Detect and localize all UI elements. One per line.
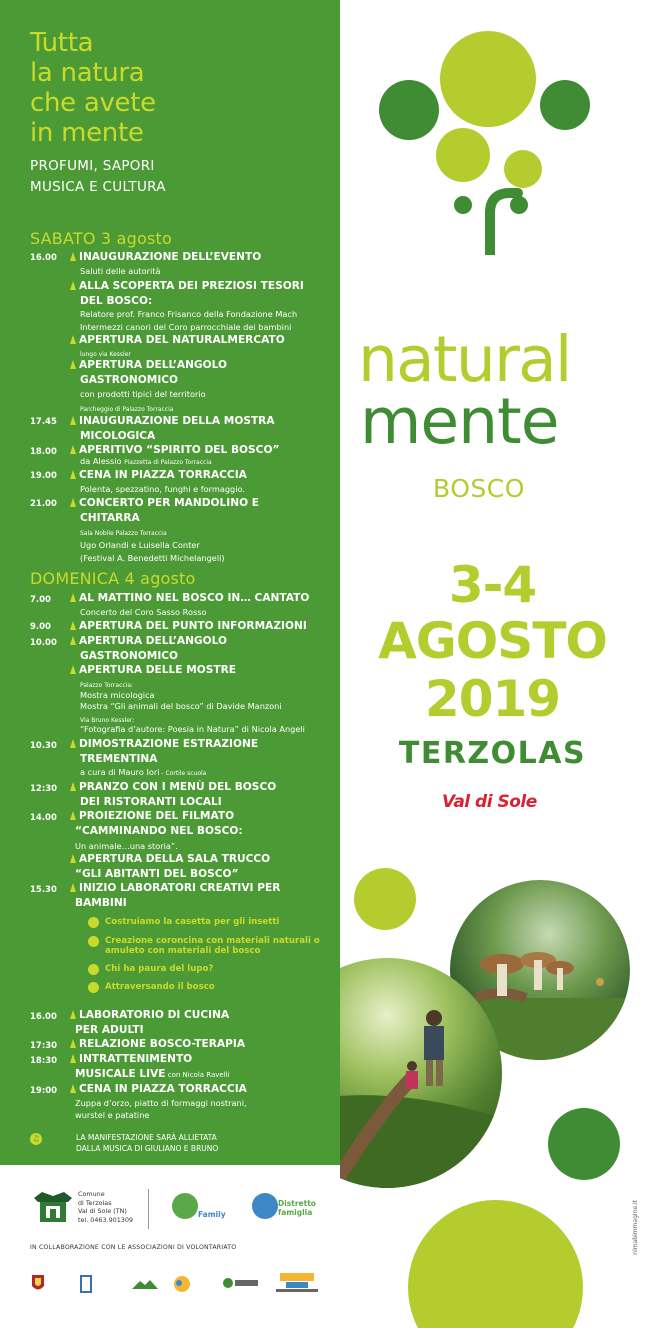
event-title: INAUGURAZIONE DELLA MOSTRA: [70, 414, 332, 429]
brand-bosco: BOSCO: [433, 474, 525, 503]
brand-panel: [340, 0, 645, 1328]
time: 15.30: [30, 885, 57, 895]
event-title-cont: PER ADULTI: [75, 1024, 144, 1036]
event-title-cont: MUSICALE LIVE con Nicola Ravelli: [75, 1068, 230, 1080]
event-title: APERTURA DEL NATURALMERCATO: [70, 333, 332, 348]
time: 9.00: [30, 622, 51, 632]
event-detail: Concerto del Coro Sasso Rosso: [80, 607, 207, 617]
tree-icon: [70, 1039, 76, 1048]
tree-icon: [70, 445, 76, 454]
apt-logo-icon: [172, 1275, 192, 1293]
event-title: INTRATTENIMENTO: [70, 1052, 332, 1067]
event-detail: con prodotti tipici del territorio: [80, 389, 206, 399]
event-dates: 3-4: [448, 556, 537, 614]
tree-icon: [70, 1084, 76, 1093]
event-title-cont: DEL BOSCO:: [80, 295, 153, 307]
event-title: APERTURA DELLE MOSTRE: [70, 663, 332, 678]
time: 21.00: [30, 499, 57, 509]
val-di-sole-logo: Val di Sole: [442, 792, 537, 812]
event-title-cont: GASTRONOMICO: [80, 650, 179, 662]
event-detail: da Alessio Piazzetta di Palazzo Torraccia: [80, 456, 212, 466]
tree-icon: [70, 883, 76, 892]
tree-icon: [70, 252, 76, 261]
event-title-cont: BAMBINI: [75, 897, 127, 909]
event-title: AL MATTINO NEL BOSCO IN… CANTATO: [70, 591, 332, 606]
time: 19:00: [30, 1086, 58, 1096]
event-detail: Un animale…una storia”.: [75, 841, 178, 851]
music-note-text: LA MANIFESTAZIONE SARÀ ALLIETATA DALLA MUSICA DI GIULIANO E BRUNO: [76, 1133, 219, 1153]
time: 19.00: [30, 471, 57, 481]
tree-icon: [70, 281, 76, 290]
tree-icon: [70, 416, 76, 425]
event-title: INAUGURAZIONE DELL’EVENTO: [70, 250, 332, 265]
tree-icon: [70, 665, 76, 674]
event-title-cont: “GLI ABITANTI DEL BOSCO”: [75, 868, 239, 880]
time: 17.45: [30, 417, 57, 427]
tree-icon: [70, 621, 76, 630]
cassa-rurale-logo-icon: [222, 1277, 258, 1289]
distretto-logo-text: Distretto famiglia: [278, 1199, 316, 1217]
credit-text: nlmabimmagine.it: [632, 1200, 639, 1255]
event-detail: Parcheggio di Palazzo Torraccia: [80, 406, 174, 413]
footer-divider: [148, 1189, 149, 1229]
time: 7.00: [30, 595, 51, 605]
event-detail: “Fotografia d’autore: Poesia in Natura” di Nicola Angeli: [80, 724, 305, 734]
event-detail: Ugo Orlandi e Luisella Conter: [80, 540, 200, 550]
leaf-icon: [88, 936, 99, 947]
logo-circle: [379, 80, 439, 140]
provincia-crest-icon: [32, 1275, 44, 1293]
decor-circle: [354, 868, 416, 930]
event-detail: Mostra “Gli animali del bosco” di Davide Manzoni: [80, 701, 282, 711]
event-title: CONCERTO PER MANDOLINO E: [70, 496, 332, 511]
leaf-icon: [88, 964, 99, 975]
event-detail: Mostra micologica: [80, 690, 155, 700]
comune-crest-icon: [32, 1190, 74, 1226]
event-location: TERZOLAS: [398, 736, 587, 771]
footer-logos: [0, 1165, 340, 1328]
event-title: CENA IN PIAZZA TORRACCIA: [70, 1082, 332, 1097]
time: 12:30: [30, 784, 58, 794]
event-detail: Zuppa d’orzo, piatto di formaggi nostrani,: [75, 1098, 247, 1108]
event-detail: Saluti delle autorità: [80, 266, 161, 276]
brand-natural: natural: [358, 323, 571, 396]
event-detail: Intermezzi canori del Coro parrocchiale dei bambini: [80, 322, 292, 332]
event-title: RELAZIONE BOSCO-TERAPIA: [70, 1037, 332, 1052]
program-panel: [0, 0, 340, 1165]
workshop-item: Attraversando il bosco: [88, 982, 328, 992]
music-note-icon: ♫: [30, 1133, 42, 1145]
event-title-cont: “CAMMINANDO NEL BOSCO:: [75, 825, 243, 837]
logo-circle: [540, 80, 590, 130]
time: 16.00: [30, 1012, 57, 1022]
event-title: DIMOSTRAZIONE ESTRAZIONE: [70, 737, 332, 752]
tree-icon: [70, 782, 76, 791]
time: 18.00: [30, 447, 57, 457]
tree-icon: [70, 498, 76, 507]
headline: Tutta la natura che avete in mente: [30, 28, 156, 148]
event-title-cont: CHITARRA: [80, 512, 140, 524]
logo-circle: [436, 128, 490, 182]
decor-circle: [548, 1108, 620, 1180]
time: 14.00: [30, 813, 57, 823]
decor-circle: [408, 1200, 583, 1328]
tree-icon: [70, 360, 76, 369]
event-detail: Via Bruno Kessler:: [80, 717, 135, 724]
event-title-cont: DEI RISTORANTI LOCALI: [80, 796, 222, 808]
event-month: AGOSTO: [378, 612, 607, 670]
event-title: PRANZO CON I MENÙ DEL BOSCO: [70, 780, 332, 795]
workshop-item: Chi ha paura del lupo?: [88, 964, 328, 974]
collaboration-note: IN COLLABORAZIONE CON LE ASSOCIAZIONI DI VOLONTARIATO: [30, 1244, 237, 1251]
event-detail: Sala Nobile Palazzo Torraccia: [80, 530, 167, 537]
event-title-cont: GASTRONOMICO: [80, 374, 179, 386]
distretto-logo-icon: [252, 1193, 278, 1219]
time: 10.00: [30, 638, 57, 648]
comune-text: Comune di Terzolas Val di Sole (TN) tel. 0463.901309: [78, 1190, 133, 1224]
event-detail: a cura di Mauro Iori - Cortile scuola: [80, 767, 207, 777]
workshop-item: Creazione coroncina con materiali naturali o amuleto con materiali del bosco: [88, 936, 328, 956]
tree-icon: [70, 636, 76, 645]
event-title: APERITIVO “SPIRITO DEL BOSCO”: [70, 443, 332, 458]
event-detail: (Festival A. Benedetti Michelangeli): [80, 553, 225, 563]
event-title: APERTURA DEL PUNTO INFORMAZIONI: [70, 619, 332, 634]
event-title: PROIEZIONE DEL FILMATO: [70, 809, 332, 824]
brand-mente: mente: [360, 385, 559, 458]
event-title: LABORATORIO DI CUCINA: [70, 1008, 332, 1023]
event-detail: Polenta, spezzatino, funghi e formaggio.: [80, 484, 245, 494]
logo-stem-icon: [448, 183, 536, 255]
tree-icon: [70, 739, 76, 748]
comunita-crest-icon: [80, 1275, 92, 1293]
leaf-icon: [88, 982, 99, 993]
tree-icon: [70, 1054, 76, 1063]
day-heading-saturday: SABATO 3 agosto: [30, 229, 172, 248]
event-title: APERTURA DELL’ANGOLO: [70, 358, 332, 373]
event-title: APERTURA DELLA SALA TRUCCO: [70, 852, 332, 867]
time: 16.00: [30, 253, 57, 263]
event-year: 2019: [424, 670, 561, 728]
tree-icon: [70, 470, 76, 479]
workshop-item: Costruiamo la casetta per gli insetti: [88, 917, 328, 927]
subheadline: PROFUMI, SAPORI MUSICA E CULTURA: [30, 158, 166, 195]
family-logo-text: Family: [198, 1210, 226, 1219]
tree-icon: [70, 854, 76, 863]
time: 17:30: [30, 1041, 58, 1051]
event-detail: Palazzo Torraccia:: [80, 682, 134, 689]
event-title: ALLA SCOPERTA DEI PREZIOSI TESORI: [70, 279, 332, 294]
tree-icon: [70, 335, 76, 344]
time: 10.30: [30, 741, 57, 751]
leaf-icon: [88, 917, 99, 928]
event-title: INIZIO LABORATORI CREATIVI PER: [70, 881, 332, 896]
event-detail: wurstel e patatine: [75, 1110, 150, 1120]
event-title-cont: MICOLOGICA: [80, 430, 156, 442]
event-title-cont: TREMENTINA: [80, 753, 158, 765]
famiglie-logo-icon: [276, 1273, 318, 1293]
tree-icon: [70, 811, 76, 820]
tree-icon: [70, 1010, 76, 1019]
logo-circle: [440, 31, 536, 127]
parco-logo-icon: [132, 1279, 158, 1289]
event-detail: lungo via Kessler: [80, 351, 131, 358]
event-detail: Relatore prof. Franco Frisanco della Fondazione Mach: [80, 309, 298, 319]
event-title: APERTURA DELL’ANGOLO: [70, 634, 332, 649]
tree-icon: [70, 593, 76, 602]
family-logo-icon: [172, 1193, 198, 1219]
day-heading-sunday: DOMENICA 4 agosto: [30, 569, 196, 588]
event-title: CENA IN PIAZZA TORRACCIA: [70, 468, 332, 483]
time: 18:30: [30, 1056, 58, 1066]
